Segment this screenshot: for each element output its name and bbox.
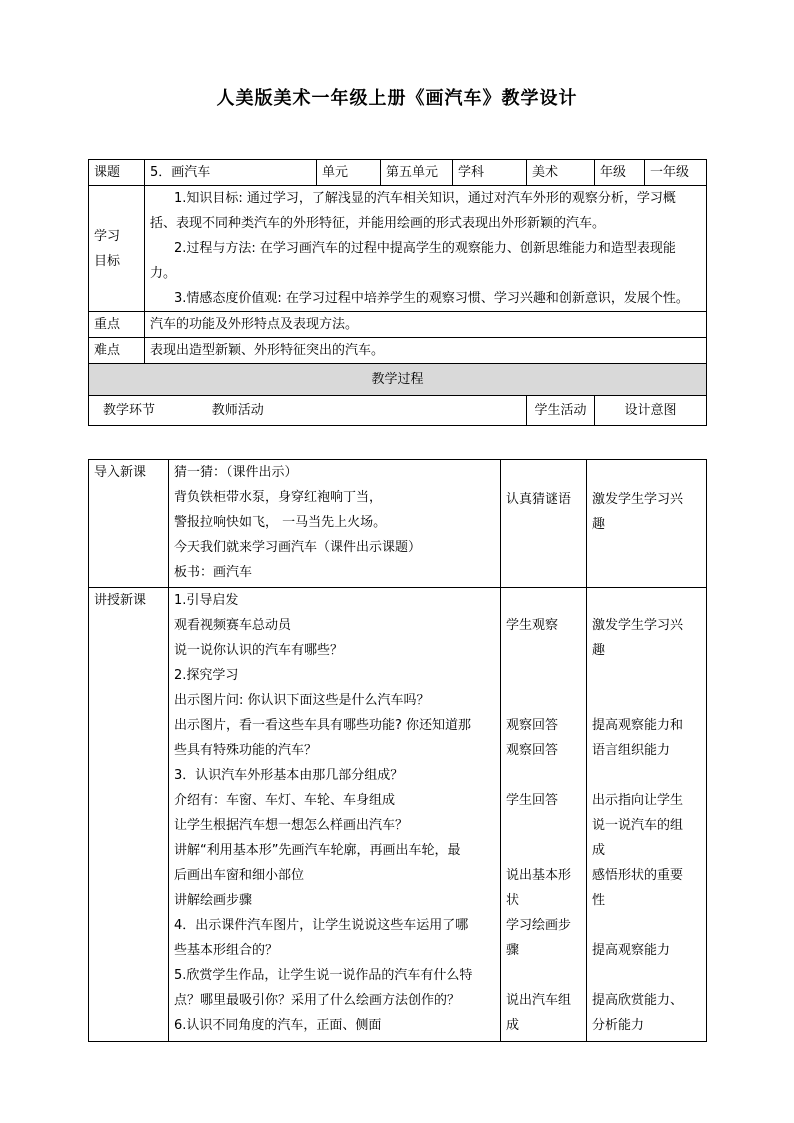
teacher-line: 让学生根据汽车想一想怎么样画出汽车？ (174, 818, 409, 833)
unit-value: 第五单元 (381, 160, 453, 186)
student-line: 观察回答 (506, 743, 559, 758)
student-line: 说出汽车组 (506, 993, 572, 1008)
intro-teacher (169, 460, 501, 588)
goals-label-line: 学习 (94, 228, 121, 244)
student-line: 学习绘画步 (506, 918, 572, 933)
intent-line: 出示指向让学生 (592, 793, 684, 808)
key-row (89, 312, 707, 338)
intent-line (592, 763, 701, 788)
teacher-line: 猜一猜：（课件出示） (174, 465, 298, 480)
student-line: 骤 (506, 943, 520, 958)
teacher-line: 6.认识不同角度的汽车，正面、侧面 (174, 1018, 382, 1033)
new-intent (587, 588, 707, 1042)
goal-item: 2.过程与方法: 在学习画汽车的过程中提高学生的观察能力、创新思维能力和造型表现能力。 (150, 241, 676, 281)
teacher-line: 3．认识汽车外形基本由那几部分组成？ (174, 768, 404, 783)
new-student (501, 588, 587, 1042)
intro-stage: 导入新课 (89, 460, 169, 588)
unit-label: 单元 (317, 160, 381, 186)
teacher-line: 今天我们就来学习画汽车（课件出示课题） (174, 540, 422, 555)
teacher-line: 出示图片，看一看这些车具有哪些功能? 你还知道那 (174, 718, 472, 733)
new-lesson-row (89, 588, 707, 1042)
teacher-line: 4．出示课件汽车图片，让学生说说这些车运用了哪 (174, 918, 469, 933)
student-line (506, 588, 581, 613)
difficulty-label: 难点 (89, 338, 145, 364)
new-stage: 讲授新课 (89, 588, 169, 1042)
difficulty-row (89, 338, 707, 364)
student-line: 学生回答 (506, 793, 559, 808)
intent-line (592, 663, 701, 688)
student-line: 观察回答 (506, 718, 559, 733)
teacher-line: 讲解“利用基本形”先画汽车轮廓，再画出车轮，最 (174, 843, 461, 858)
goals-label-line: 目标 (94, 253, 121, 269)
intent-line: 语言组织能力 (592, 743, 671, 758)
teacher-line: 板书：画汽车 (174, 565, 253, 580)
column-stage-header (89, 396, 317, 426)
intent-line: 提高欣赏能力、 (592, 993, 684, 1008)
key-value: 汽车的功能及外形特点及表现方法。 (145, 312, 707, 338)
teacher-line: 2.探究学习 (174, 668, 239, 683)
intent-line (592, 913, 701, 938)
teacher-line: 些基本形组合的？ (174, 943, 279, 958)
teacher-line: 说一说你认识的汽车有哪些？ (174, 643, 344, 658)
teacher-line: 些具有特殊功能的汽车？ (174, 743, 318, 758)
intent-line: 提高观察能力 (592, 943, 671, 958)
student-line (506, 813, 581, 838)
column-teacher-cont (317, 396, 527, 426)
student-line (506, 688, 581, 713)
intent-line: 分析能力 (592, 1018, 645, 1033)
teacher-line: 警报拉响快如飞， 一马当先上火场。 (174, 515, 387, 530)
new-teacher (169, 588, 501, 1042)
topic-label: 课题 (89, 160, 145, 186)
teacher-line: 5.欣赏学生作品，让学生说一说作品的汽车有什么特 (174, 968, 473, 983)
intro-student: 认真猜谜语 (501, 460, 587, 588)
student-line: 说出基本形 (506, 868, 572, 883)
column-student: 学生活动 (527, 396, 595, 426)
teacher-line: 介绍有：车窗、车灯、车轮、车身组成 (174, 793, 396, 808)
intent-line: 成 (592, 843, 606, 858)
subject-label: 学科 (453, 160, 527, 186)
teacher-line: 1.引导启发 (174, 593, 239, 608)
intent-line: 提高观察能力和 (592, 718, 684, 733)
student-line: 成 (506, 1018, 520, 1033)
goals-row (89, 186, 707, 312)
teacher-line: 讲解绘画步骤 (174, 893, 253, 908)
student-line (506, 838, 581, 863)
process-columns-row (89, 396, 707, 426)
intro-row (89, 460, 707, 588)
goal-item: 3.情感态度价值观: 在学习过程中培养学生的观察习惯、学习兴趣和创新意识，发展个性。 (174, 291, 689, 306)
intent-line: 说一说汽车的组 (592, 818, 684, 833)
intent-line (592, 588, 701, 613)
grade-label: 年级 (595, 160, 645, 186)
column-stage: 教学环节 (102, 403, 155, 418)
student-line (506, 763, 581, 788)
goals-label (89, 186, 145, 312)
student-line (506, 638, 581, 663)
student-line (506, 663, 581, 688)
intent-line: 激发学生学习兴 (592, 618, 684, 633)
process-header-row (89, 364, 707, 396)
lesson-plan-table (88, 159, 707, 426)
goal-item: 1.知识目标: 通过学习，了解浅显的汽车相关知识，通过对汽车外形的观察分析，学习概括、表现不同种类汽车的外形特征，并能用绘画的形式表现出外形新颖的汽车。 (150, 191, 676, 231)
student-line: 学生观察 (506, 618, 559, 633)
process-body-table (88, 459, 707, 1042)
intent-line: 性 (592, 893, 606, 908)
intent-line: 趣 (592, 517, 606, 532)
key-label: 重点 (89, 312, 145, 338)
teacher-line: 背负铁柜带水泵，身穿红袍响丁当， (174, 490, 383, 505)
teacher-line: 点？哪里最吸引你？采用了什么绘画方法创作的？ (174, 993, 461, 1008)
difficulty-value: 表现出造型新颖、外形特征突出的汽车。 (145, 338, 707, 364)
teacher-line: 后画出车窗和细小部位 (174, 868, 305, 883)
subject-value: 美术 (527, 160, 595, 186)
info-row (89, 160, 707, 186)
intro-intent (587, 460, 707, 588)
intent-line: 激发学生学习兴 (592, 492, 684, 507)
intent-line: 感悟形状的重要 (592, 868, 684, 883)
topic-value: 5．画汽车 (145, 160, 317, 186)
grade-value: 一年级 (645, 160, 707, 186)
goals-content (145, 186, 707, 312)
intent-line (592, 963, 701, 988)
teacher-line: 出示图片问: 你认识下面这些是什么汽车吗？ (174, 693, 430, 708)
process-header: 教学过程 (89, 364, 707, 396)
document-title: 人美版美术一年级上册《画汽车》教学设计 (216, 88, 578, 109)
intent-line (592, 688, 701, 713)
student-line (506, 963, 581, 988)
teacher-line: 观看视频赛车总动员 (174, 618, 292, 633)
column-teacher: 教师活动 (211, 403, 264, 418)
student-line: 状 (506, 893, 520, 908)
intent-line: 趣 (592, 643, 606, 658)
column-intent: 设计意图 (595, 396, 707, 426)
